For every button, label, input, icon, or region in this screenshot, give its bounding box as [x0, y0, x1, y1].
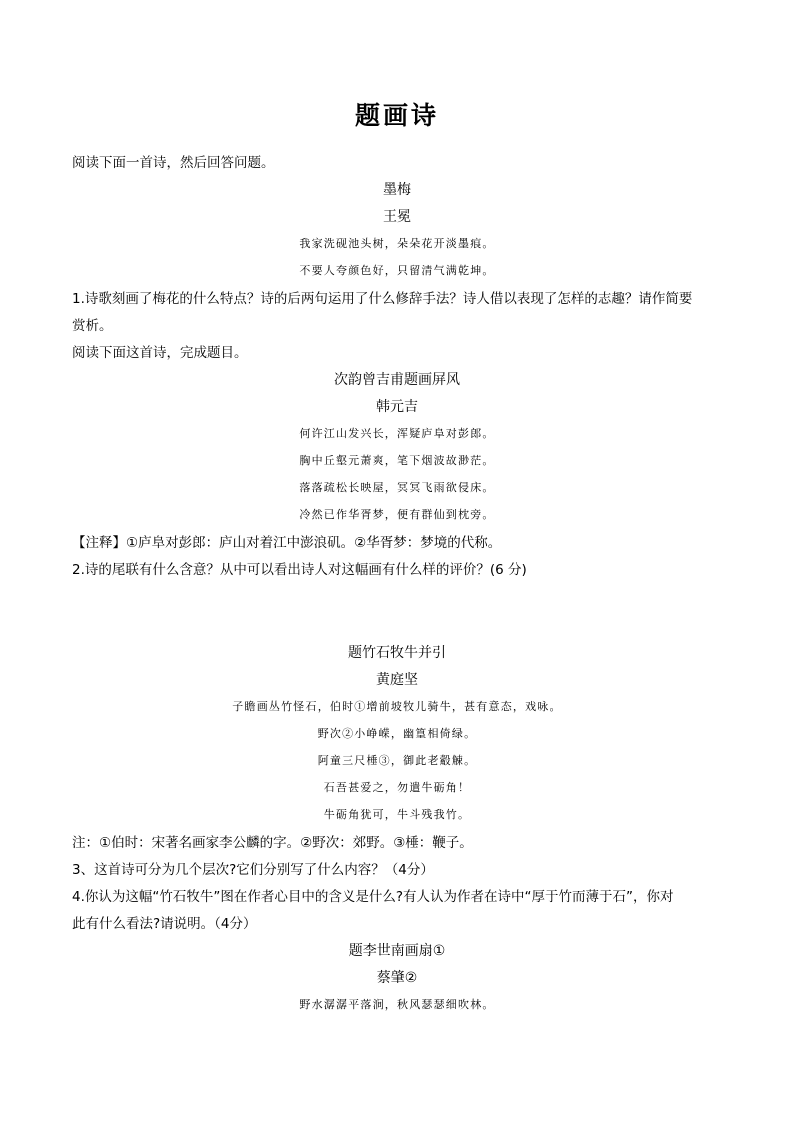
question-4a: 4.你认为这幅“竹石牧牛”图在作者心目中的含义是什么?有人认为作者在诗中“厚于竹而薄于石”，你对 [72, 889, 674, 905]
poem4-author: 蔡肇② [376, 970, 418, 986]
poem2-author: 韩元吉 [376, 399, 418, 415]
poem1-title: 墨梅 [383, 182, 411, 198]
poem1-author: 王冕 [383, 209, 411, 225]
poem3-author: 黄庭坚 [376, 672, 418, 688]
poem3-line-1: 野次②小峥嵘，幽篁相倚绿。 [317, 727, 477, 740]
poem2-title: 次韵曾吉甫题画屏风 [334, 372, 460, 388]
poem3-line-2: 阿童三尺棰③，御此老觳觫。 [317, 754, 477, 767]
poem3-note: 注：①伯时：宋著名画家李公麟的字。②野次：郊野。③棰：鞭子。 [72, 835, 473, 851]
poem1-line-1: 我家洗砚池头树，朵朵花开淡墨痕。 [299, 237, 495, 250]
question-3: 3、这首诗可分为几个层次?它们分别写了什么内容？（4分） [72, 862, 434, 878]
intro-2: 阅读下面这首诗，完成题目。 [72, 345, 248, 361]
intro-1: 阅读下面一首诗，然后回答问题。 [72, 155, 275, 171]
poem2-note: 【注释】①庐阜对彭郎：庐山对着江中澎浪矶。②华胥梦：梦境的代称。 [72, 535, 502, 551]
poem1-line-2: 不要人夸颜色好，只留清气满乾坤。 [299, 264, 495, 277]
poem4-title: 题李世南画扇① [348, 943, 446, 959]
poem3-preface: 子瞻画丛竹怪石，伯时①增前坡牧儿骑牛，甚有意态，戏咏。 [232, 700, 562, 713]
poem3-line-3: 石吾甚爱之，勿遣牛砺角！ [323, 781, 471, 794]
page-title: 题画诗 [354, 101, 439, 130]
poem3-line-4: 牛砺角犹可，牛斗残我竹。 [323, 808, 471, 821]
question-4b: 此有什么看法?请说明。（4分） [72, 916, 257, 932]
poem3-title: 题竹石牧牛并引 [348, 645, 446, 661]
poem2-line-3: 落落疏松长映屋，冥冥飞雨欲侵床。 [299, 481, 495, 494]
poem4-line-1: 野水潺潺平落涧，秋风瑟瑟细吹林。 [299, 998, 495, 1011]
question-1b: 赏析。 [72, 318, 113, 334]
question-1a: 1.诗歌刻画了梅花的什么特点？诗的后两句运用了什么修辞手法？诗人借以表现了怎样的志趣？请作简要 [72, 291, 693, 307]
poem2-line-2: 胸中丘壑元萧爽，笔下烟波故渺茫。 [299, 454, 495, 467]
question-2: 2.诗的尾联有什么含意？从中可以看出诗人对这幅画有什么样的评价？(6 分) [72, 562, 527, 578]
poem2-line-4: 冷然已作华胥梦，便有群仙到枕旁。 [299, 508, 495, 521]
poem2-line-1: 何许江山发兴长，浑疑庐阜对彭郎。 [299, 427, 495, 440]
